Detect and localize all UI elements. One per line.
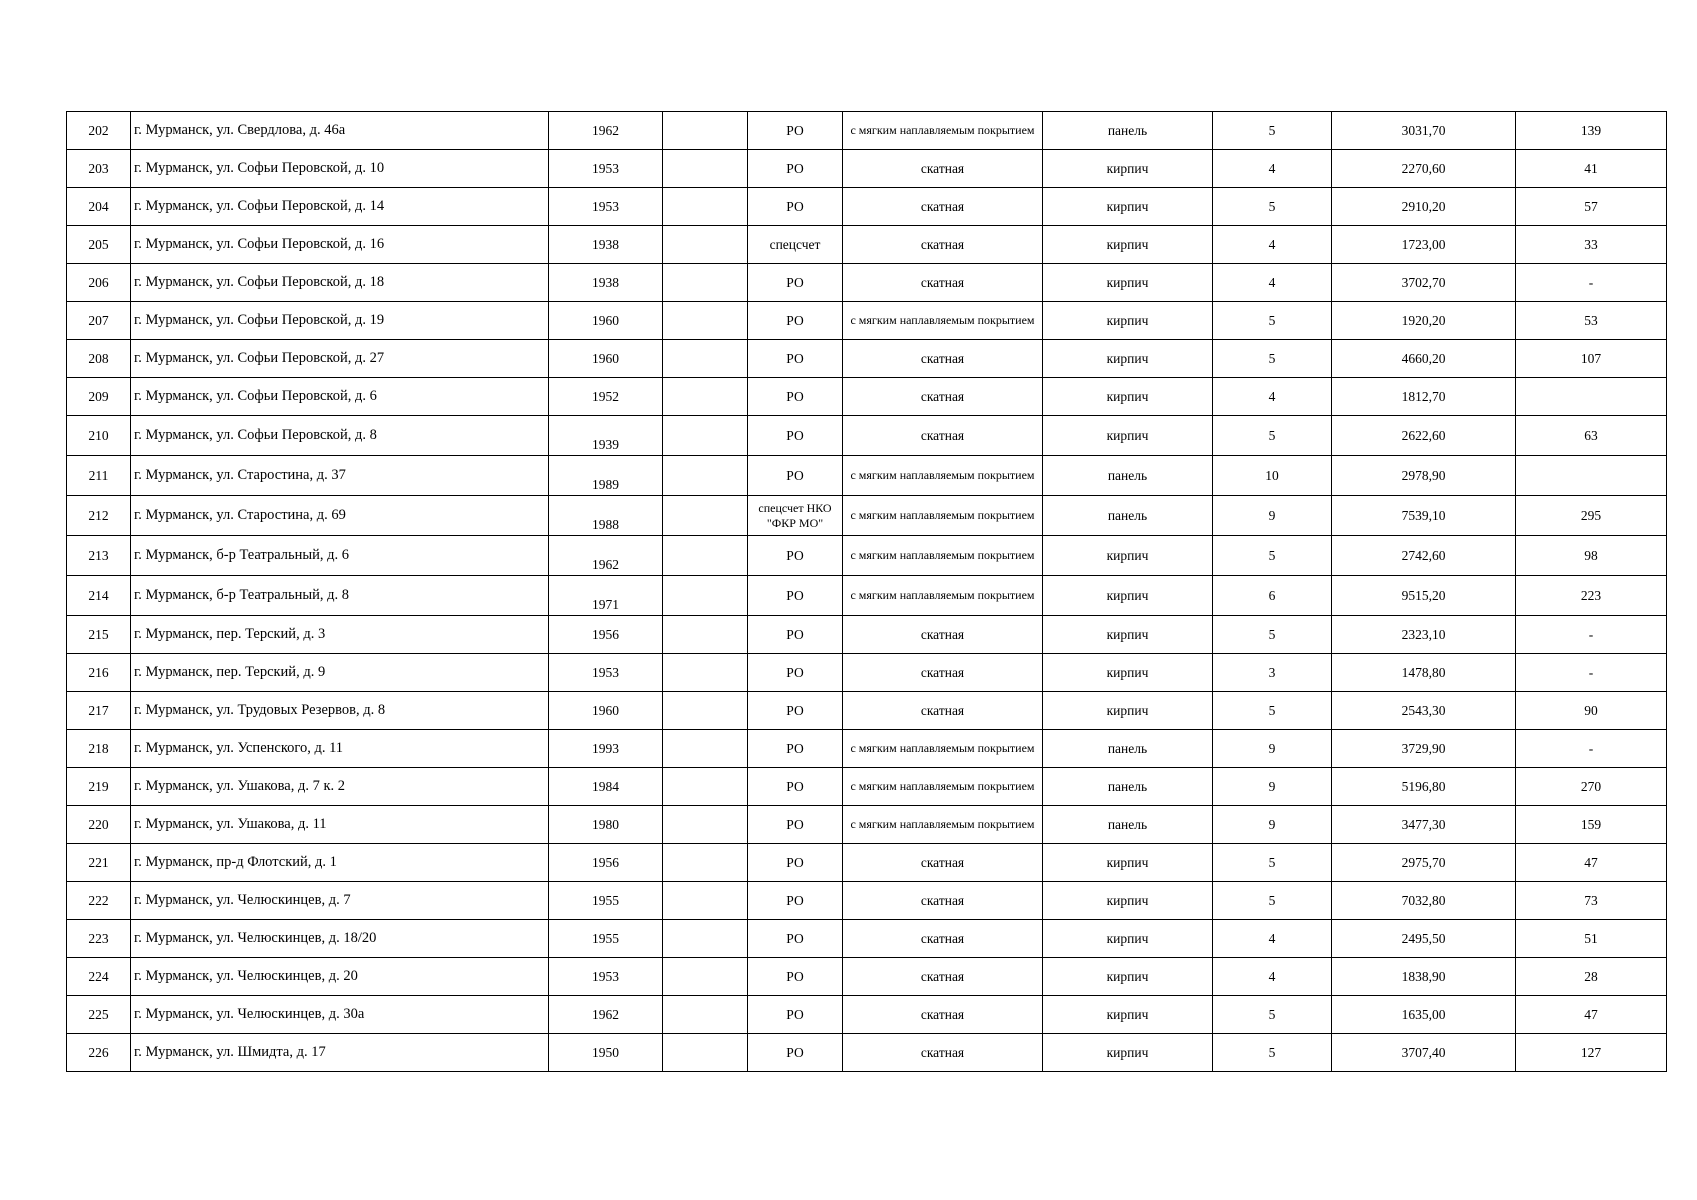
wall-material-cell: панель: [1043, 768, 1213, 806]
roof-type-cell: с мягким наплавляемым покрытием: [843, 456, 1043, 496]
area-cell: 2270,60: [1332, 150, 1516, 188]
year-built-cell: 1980: [549, 806, 663, 844]
row-number-cell: 220: [67, 806, 131, 844]
year-built-cell: 1953: [549, 958, 663, 996]
wall-material-cell: кирпич: [1043, 996, 1213, 1034]
wall-material-cell: кирпич: [1043, 1034, 1213, 1072]
table-row: [67, 958, 1667, 996]
table-row: [67, 456, 1667, 496]
floors-cell: 5: [1213, 188, 1332, 226]
roof-type-cell: скатная: [843, 188, 1043, 226]
empty-cell: [663, 576, 748, 616]
table-row: [67, 692, 1667, 730]
row-number-cell: 214: [67, 576, 131, 616]
count-cell: 223: [1516, 576, 1667, 616]
year-built-cell: 1962: [549, 112, 663, 150]
year-built-cell: 1960: [549, 302, 663, 340]
address-cell: г. Мурманск, ул. Ушакова, д. 11: [131, 806, 549, 844]
fund-method-cell: РО: [748, 536, 843, 576]
area-cell: 2543,30: [1332, 692, 1516, 730]
floors-cell: 3: [1213, 654, 1332, 692]
floors-cell: 5: [1213, 536, 1332, 576]
table-row: [67, 806, 1667, 844]
row-number-cell: 225: [67, 996, 131, 1034]
roof-type-cell: скатная: [843, 958, 1043, 996]
wall-material-cell: кирпич: [1043, 844, 1213, 882]
row-number-cell: 205: [67, 226, 131, 264]
count-cell: -: [1516, 730, 1667, 768]
area-cell: 1478,80: [1332, 654, 1516, 692]
wall-material-cell: кирпич: [1043, 692, 1213, 730]
area-cell: 2742,60: [1332, 536, 1516, 576]
fund-method-cell: РО: [748, 150, 843, 188]
roof-type-cell: скатная: [843, 844, 1043, 882]
roof-type-cell: скатная: [843, 616, 1043, 654]
count-cell: 47: [1516, 996, 1667, 1034]
count-cell: 47: [1516, 844, 1667, 882]
row-number-cell: 206: [67, 264, 131, 302]
area-cell: 2323,10: [1332, 616, 1516, 654]
address-cell: г. Мурманск, ул. Софьи Перовской, д. 19: [131, 302, 549, 340]
wall-material-cell: кирпич: [1043, 150, 1213, 188]
row-number-cell: 218: [67, 730, 131, 768]
fund-method-cell: РО: [748, 844, 843, 882]
fund-method-cell: спецсчет НКО "ФКР МО": [748, 496, 843, 536]
table-row: [67, 302, 1667, 340]
table-row: [67, 920, 1667, 958]
year-built-cell: 1962: [549, 996, 663, 1034]
roof-type-cell: скатная: [843, 264, 1043, 302]
fund-method-cell: РО: [748, 340, 843, 378]
count-cell: 53: [1516, 302, 1667, 340]
row-number-cell: 224: [67, 958, 131, 996]
address-cell: г. Мурманск, ул. Успенского, д. 11: [131, 730, 549, 768]
row-number-cell: 222: [67, 882, 131, 920]
floors-cell: 5: [1213, 416, 1332, 456]
empty-cell: [663, 844, 748, 882]
address-cell: г. Мурманск, ул. Челюскинцев, д. 18/20: [131, 920, 549, 958]
area-cell: 1635,00: [1332, 996, 1516, 1034]
fund-method-cell: РО: [748, 730, 843, 768]
fund-method-cell: РО: [748, 456, 843, 496]
table-row: [67, 882, 1667, 920]
table-row: [67, 1034, 1667, 1072]
floors-cell: 4: [1213, 378, 1332, 416]
table-row: [67, 416, 1667, 456]
wall-material-cell: кирпич: [1043, 576, 1213, 616]
row-number-cell: 203: [67, 150, 131, 188]
table-row: [67, 496, 1667, 536]
area-cell: 3729,90: [1332, 730, 1516, 768]
count-cell: 159: [1516, 806, 1667, 844]
row-number-cell: 202: [67, 112, 131, 150]
row-number-cell: 221: [67, 844, 131, 882]
row-number-cell: 217: [67, 692, 131, 730]
address-cell: г. Мурманск, ул. Софьи Перовской, д. 14: [131, 188, 549, 226]
count-cell: [1516, 378, 1667, 416]
fund-method-cell: РО: [748, 768, 843, 806]
address-cell: г. Мурманск, ул. Шмидта, д. 17: [131, 1034, 549, 1072]
address-cell: г. Мурманск, ул. Трудовых Резервов, д. 8: [131, 692, 549, 730]
count-cell: [1516, 456, 1667, 496]
fund-method-cell: РО: [748, 188, 843, 226]
floors-cell: 4: [1213, 150, 1332, 188]
year-built-cell: 1953: [549, 150, 663, 188]
row-number-cell: 209: [67, 378, 131, 416]
floors-cell: 5: [1213, 882, 1332, 920]
empty-cell: [663, 996, 748, 1034]
year-built-cell: 1960: [549, 692, 663, 730]
roof-type-cell: с мягким наплавляемым покрытием: [843, 536, 1043, 576]
fund-method-cell: РО: [748, 576, 843, 616]
address-cell: г. Мурманск, ул. Челюскинцев, д. 20: [131, 958, 549, 996]
empty-cell: [663, 958, 748, 996]
count-cell: 127: [1516, 1034, 1667, 1072]
year-built-cell: 1993: [549, 730, 663, 768]
empty-cell: [663, 416, 748, 456]
wall-material-cell: кирпич: [1043, 378, 1213, 416]
floors-cell: 5: [1213, 616, 1332, 654]
fund-method-cell: РО: [748, 416, 843, 456]
year-built-cell: 1939: [549, 416, 663, 456]
row-number-cell: 207: [67, 302, 131, 340]
empty-cell: [663, 112, 748, 150]
table-row: [67, 226, 1667, 264]
fund-method-cell: РО: [748, 378, 843, 416]
floors-cell: 4: [1213, 920, 1332, 958]
floors-cell: 9: [1213, 768, 1332, 806]
table-body: [67, 112, 1667, 1072]
empty-cell: [663, 730, 748, 768]
count-cell: 63: [1516, 416, 1667, 456]
empty-cell: [663, 536, 748, 576]
area-cell: 9515,20: [1332, 576, 1516, 616]
roof-type-cell: с мягким наплавляемым покрытием: [843, 302, 1043, 340]
area-cell: 3702,70: [1332, 264, 1516, 302]
count-cell: 139: [1516, 112, 1667, 150]
area-cell: 2622,60: [1332, 416, 1516, 456]
count-cell: 295: [1516, 496, 1667, 536]
address-cell: г. Мурманск, пер. Терский, д. 9: [131, 654, 549, 692]
count-cell: -: [1516, 616, 1667, 654]
wall-material-cell: кирпич: [1043, 416, 1213, 456]
address-cell: г. Мурманск, б-р Театральный, д. 6: [131, 536, 549, 576]
year-built-cell: 1938: [549, 226, 663, 264]
fund-method-cell: РО: [748, 806, 843, 844]
empty-cell: [663, 692, 748, 730]
roof-type-cell: с мягким наплавляемым покрытием: [843, 806, 1043, 844]
empty-cell: [663, 150, 748, 188]
empty-cell: [663, 264, 748, 302]
empty-cell: [663, 302, 748, 340]
wall-material-cell: панель: [1043, 730, 1213, 768]
count-cell: 98: [1516, 536, 1667, 576]
address-cell: г. Мурманск, ул. Челюскинцев, д. 7: [131, 882, 549, 920]
address-cell: г. Мурманск, ул. Софьи Перовской, д. 27: [131, 340, 549, 378]
fund-method-cell: РО: [748, 112, 843, 150]
address-cell: г. Мурманск, ул. Софьи Перовской, д. 18: [131, 264, 549, 302]
address-cell: г. Мурманск, ул. Свердлова, д. 46а: [131, 112, 549, 150]
year-built-cell: 1962: [549, 536, 663, 576]
row-number-cell: 208: [67, 340, 131, 378]
address-cell: г. Мурманск, ул. Старостина, д. 69: [131, 496, 549, 536]
year-built-cell: 1953: [549, 188, 663, 226]
floors-cell: 9: [1213, 496, 1332, 536]
area-cell: 2495,50: [1332, 920, 1516, 958]
address-cell: г. Мурманск, пр-д Флотский, д. 1: [131, 844, 549, 882]
address-cell: г. Мурманск, ул. Софьи Перовской, д. 16: [131, 226, 549, 264]
count-cell: 107: [1516, 340, 1667, 378]
empty-cell: [663, 1034, 748, 1072]
wall-material-cell: кирпич: [1043, 958, 1213, 996]
roof-type-cell: скатная: [843, 226, 1043, 264]
table-row: [67, 768, 1667, 806]
count-cell: -: [1516, 654, 1667, 692]
address-cell: г. Мурманск, пер. Терский, д. 3: [131, 616, 549, 654]
wall-material-cell: панель: [1043, 456, 1213, 496]
roof-type-cell: с мягким наплавляемым покрытием: [843, 576, 1043, 616]
fund-method-cell: РО: [748, 996, 843, 1034]
roof-type-cell: с мягким наплавляемым покрытием: [843, 112, 1043, 150]
count-cell: -: [1516, 264, 1667, 302]
area-cell: 5196,80: [1332, 768, 1516, 806]
floors-cell: 9: [1213, 806, 1332, 844]
empty-cell: [663, 920, 748, 958]
fund-method-cell: РО: [748, 302, 843, 340]
fund-method-cell: спецсчет: [748, 226, 843, 264]
fund-method-cell: РО: [748, 958, 843, 996]
empty-cell: [663, 340, 748, 378]
floors-cell: 5: [1213, 340, 1332, 378]
table-row: [67, 844, 1667, 882]
roof-type-cell: с мягким наплавляемым покрытием: [843, 496, 1043, 536]
table-row: [67, 188, 1667, 226]
area-cell: 1723,00: [1332, 226, 1516, 264]
row-number-cell: 219: [67, 768, 131, 806]
wall-material-cell: кирпич: [1043, 226, 1213, 264]
address-cell: г. Мурманск, б-р Театральный, д. 8: [131, 576, 549, 616]
wall-material-cell: кирпич: [1043, 340, 1213, 378]
table-row: [67, 654, 1667, 692]
row-number-cell: 223: [67, 920, 131, 958]
year-built-cell: 1984: [549, 768, 663, 806]
wall-material-cell: кирпич: [1043, 882, 1213, 920]
roof-type-cell: скатная: [843, 692, 1043, 730]
floors-cell: 5: [1213, 1034, 1332, 1072]
address-cell: г. Мурманск, ул. Софьи Перовской, д. 8: [131, 416, 549, 456]
roof-type-cell: скатная: [843, 150, 1043, 188]
year-built-cell: 1950: [549, 1034, 663, 1072]
area-cell: 7539,10: [1332, 496, 1516, 536]
roof-type-cell: скатная: [843, 340, 1043, 378]
row-number-cell: 204: [67, 188, 131, 226]
roof-type-cell: с мягким наплавляемым покрытием: [843, 730, 1043, 768]
area-cell: 2975,70: [1332, 844, 1516, 882]
count-cell: 28: [1516, 958, 1667, 996]
year-built-cell: 1960: [549, 340, 663, 378]
count-cell: 270: [1516, 768, 1667, 806]
wall-material-cell: кирпич: [1043, 302, 1213, 340]
floors-cell: 5: [1213, 996, 1332, 1034]
year-built-cell: 1938: [549, 264, 663, 302]
empty-cell: [663, 768, 748, 806]
wall-material-cell: кирпич: [1043, 264, 1213, 302]
area-cell: 1920,20: [1332, 302, 1516, 340]
empty-cell: [663, 188, 748, 226]
area-cell: 3477,30: [1332, 806, 1516, 844]
fund-method-cell: РО: [748, 692, 843, 730]
count-cell: 33: [1516, 226, 1667, 264]
wall-material-cell: кирпич: [1043, 654, 1213, 692]
table-row: [67, 616, 1667, 654]
housing-registry-table: [66, 111, 1667, 1072]
fund-method-cell: РО: [748, 654, 843, 692]
year-built-cell: 1952: [549, 378, 663, 416]
table-row: [67, 996, 1667, 1034]
floors-cell: 5: [1213, 692, 1332, 730]
empty-cell: [663, 226, 748, 264]
fund-method-cell: РО: [748, 264, 843, 302]
address-cell: г. Мурманск, ул. Софьи Перовской, д. 10: [131, 150, 549, 188]
wall-material-cell: панель: [1043, 806, 1213, 844]
area-cell: 1812,70: [1332, 378, 1516, 416]
floors-cell: 4: [1213, 264, 1332, 302]
area-cell: 2910,20: [1332, 188, 1516, 226]
row-number-cell: 213: [67, 536, 131, 576]
row-number-cell: 216: [67, 654, 131, 692]
floors-cell: 5: [1213, 302, 1332, 340]
area-cell: 1838,90: [1332, 958, 1516, 996]
floors-cell: 6: [1213, 576, 1332, 616]
wall-material-cell: панель: [1043, 112, 1213, 150]
area-cell: 2978,90: [1332, 456, 1516, 496]
floors-cell: 4: [1213, 958, 1332, 996]
year-built-cell: 1956: [549, 844, 663, 882]
fund-method-cell: РО: [748, 1034, 843, 1072]
year-built-cell: 1955: [549, 882, 663, 920]
floors-cell: 5: [1213, 844, 1332, 882]
area-cell: 3707,40: [1332, 1034, 1516, 1072]
year-built-cell: 1989: [549, 456, 663, 496]
floors-cell: 9: [1213, 730, 1332, 768]
area-cell: 4660,20: [1332, 340, 1516, 378]
year-built-cell: 1988: [549, 496, 663, 536]
row-number-cell: 212: [67, 496, 131, 536]
wall-material-cell: панель: [1043, 496, 1213, 536]
row-number-cell: 211: [67, 456, 131, 496]
empty-cell: [663, 378, 748, 416]
empty-cell: [663, 654, 748, 692]
address-cell: г. Мурманск, ул. Ушакова, д. 7 к. 2: [131, 768, 549, 806]
table-row: [67, 536, 1667, 576]
table-row: [67, 576, 1667, 616]
address-cell: г. Мурманск, ул. Софьи Перовской, д. 6: [131, 378, 549, 416]
row-number-cell: 210: [67, 416, 131, 456]
wall-material-cell: кирпич: [1043, 616, 1213, 654]
fund-method-cell: РО: [748, 882, 843, 920]
floors-cell: 10: [1213, 456, 1332, 496]
area-cell: 7032,80: [1332, 882, 1516, 920]
roof-type-cell: скатная: [843, 416, 1043, 456]
roof-type-cell: скатная: [843, 996, 1043, 1034]
year-built-cell: 1971: [549, 576, 663, 616]
table-row: [67, 340, 1667, 378]
address-cell: г. Мурманск, ул. Старостина, д. 37: [131, 456, 549, 496]
roof-type-cell: скатная: [843, 378, 1043, 416]
year-built-cell: 1955: [549, 920, 663, 958]
table-row: [67, 112, 1667, 150]
row-number-cell: 215: [67, 616, 131, 654]
empty-cell: [663, 806, 748, 844]
count-cell: 57: [1516, 188, 1667, 226]
count-cell: 90: [1516, 692, 1667, 730]
count-cell: 51: [1516, 920, 1667, 958]
area-cell: 3031,70: [1332, 112, 1516, 150]
floors-cell: 5: [1213, 112, 1332, 150]
table-row: [67, 150, 1667, 188]
floors-cell: 4: [1213, 226, 1332, 264]
fund-method-cell: РО: [748, 920, 843, 958]
roof-type-cell: скатная: [843, 920, 1043, 958]
roof-type-cell: скатная: [843, 1034, 1043, 1072]
wall-material-cell: кирпич: [1043, 920, 1213, 958]
table-row: [67, 730, 1667, 768]
roof-type-cell: скатная: [843, 882, 1043, 920]
empty-cell: [663, 616, 748, 654]
table-row: [67, 264, 1667, 302]
count-cell: 41: [1516, 150, 1667, 188]
empty-cell: [663, 456, 748, 496]
year-built-cell: 1956: [549, 616, 663, 654]
wall-material-cell: кирпич: [1043, 536, 1213, 576]
table-row: [67, 378, 1667, 416]
roof-type-cell: с мягким наплавляемым покрытием: [843, 768, 1043, 806]
address-cell: г. Мурманск, ул. Челюскинцев, д. 30а: [131, 996, 549, 1034]
fund-method-cell: РО: [748, 616, 843, 654]
count-cell: 73: [1516, 882, 1667, 920]
wall-material-cell: кирпич: [1043, 188, 1213, 226]
empty-cell: [663, 496, 748, 536]
roof-type-cell: скатная: [843, 654, 1043, 692]
year-built-cell: 1953: [549, 654, 663, 692]
row-number-cell: 226: [67, 1034, 131, 1072]
empty-cell: [663, 882, 748, 920]
